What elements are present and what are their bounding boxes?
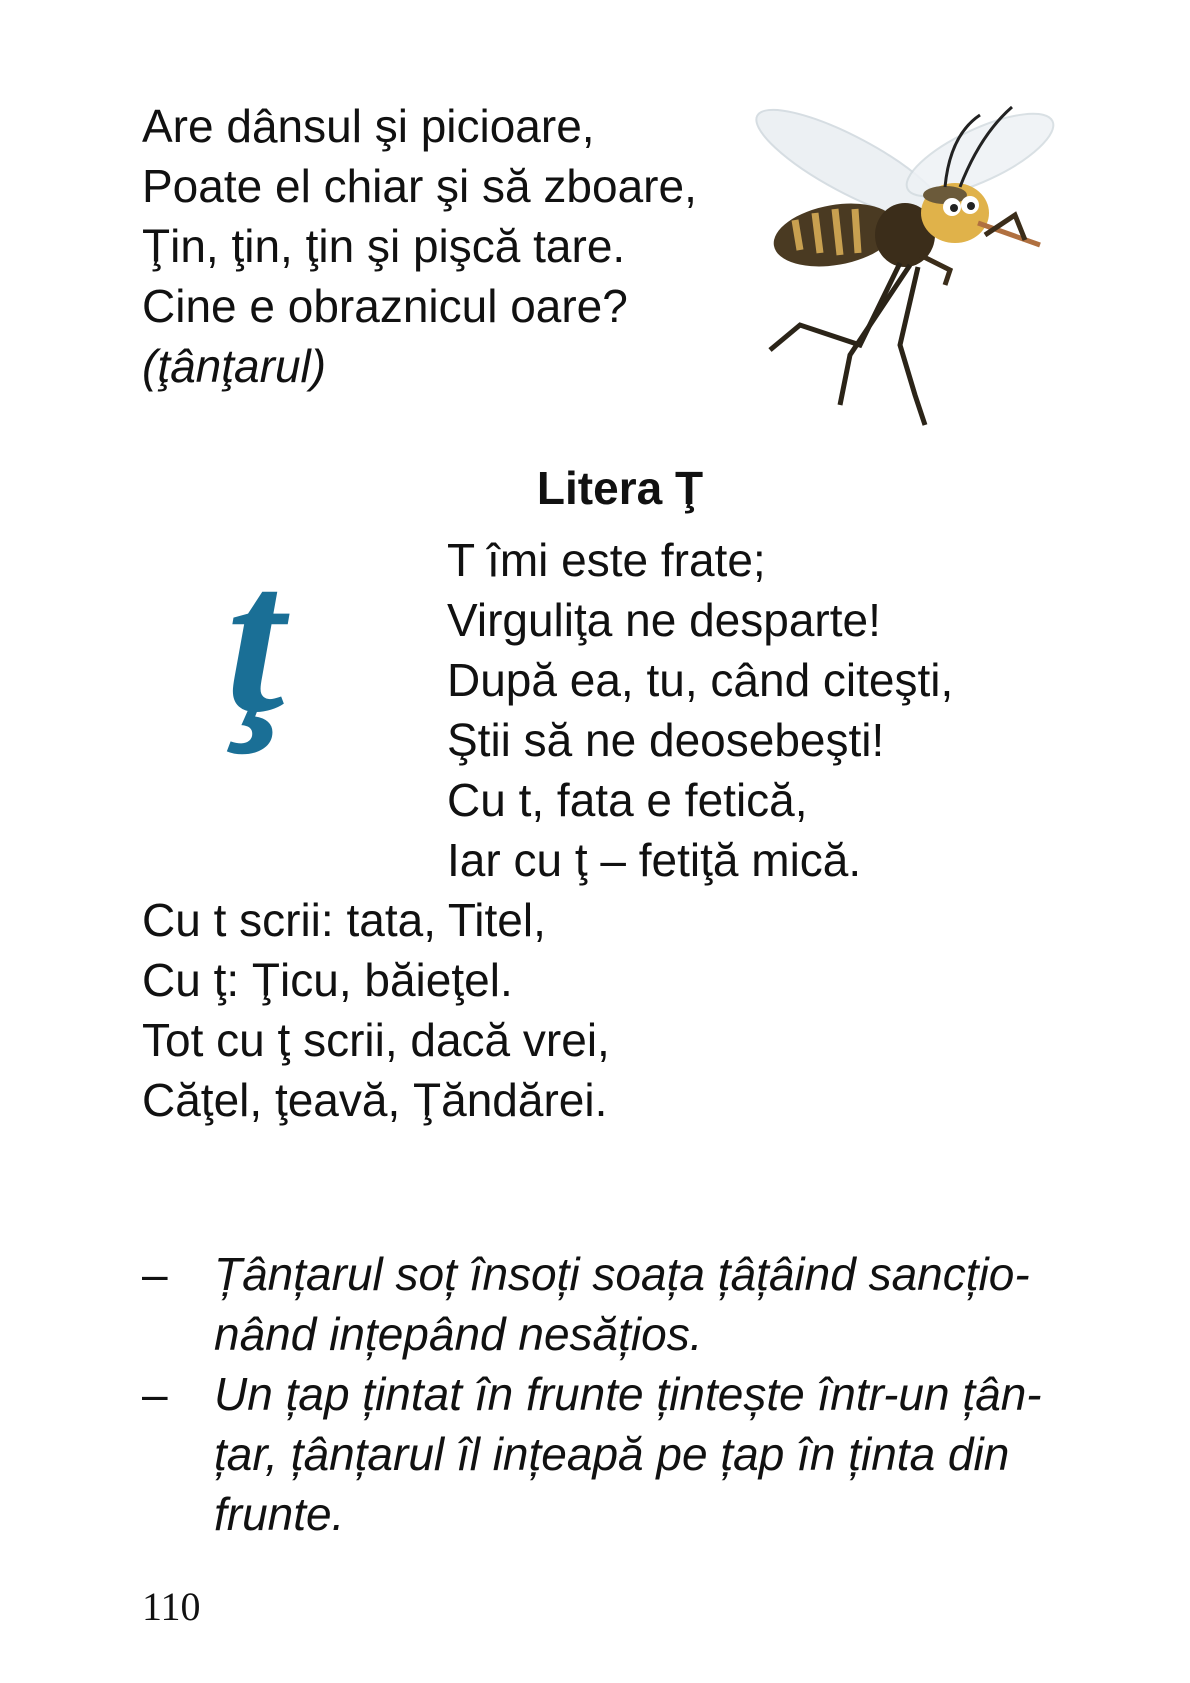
riddle-line: Poate el chiar şi să zboare, — [142, 160, 697, 212]
poem-line: Tot cu ţ scrii, dacă vrei, — [142, 1014, 610, 1066]
poem-line: Cu t, fata e fetică, — [447, 774, 808, 826]
riddle-line: Cine e obraznicul oare? — [142, 280, 628, 332]
list-dash: – — [142, 1368, 168, 1420]
page-number: 110 — [142, 1584, 201, 1629]
twister-line: nând ințepând nesățios. — [214, 1308, 703, 1360]
twister-line: Un țap țintat în frunte țintește într-un țân- — [214, 1368, 1042, 1420]
twister-line: Țânțarul soț însoți soața țâțâind sancțio- — [214, 1248, 1030, 1300]
poem-line: După ea, tu, când citeşti, — [447, 654, 954, 706]
twister-line: țar, țânțarul îl ințeapă pe țap în ținta din — [214, 1428, 1010, 1480]
tongue-twister-item — [142, 1244, 1102, 1364]
riddle-answer: (ţânţarul) — [142, 340, 327, 392]
letter-poem — [447, 530, 953, 890]
riddle-line: Are dânsul şi picioare, — [142, 100, 595, 152]
poem-line: Ştii să ne deosebeşti! — [447, 714, 885, 766]
poem-line: Iar cu ţ – fetiţă mică. — [447, 834, 862, 886]
poem-line: Cu ţ: Ţicu, băieţel. — [142, 954, 513, 1006]
examples-poem — [142, 890, 610, 1130]
tongue-twister-item — [142, 1364, 1102, 1544]
twister-line: frunte. — [214, 1488, 345, 1540]
section-title: Litera Ţ — [536, 462, 704, 514]
poem-line: Cu t scrii: tata, Titel, — [142, 894, 546, 946]
svg-text:ţ: ţ — [226, 560, 285, 756]
mosquito-cartoon-icon — [740, 95, 1100, 435]
letter-t-comma-icon — [218, 560, 328, 780]
poem-line: T îmi este frate; — [447, 534, 766, 586]
poem-line: Virguliţa ne desparte! — [447, 594, 881, 646]
tongue-twisters-list — [142, 1244, 1102, 1544]
riddle-block — [142, 96, 697, 396]
poem-line: Căţel, ţeavă, Ţăndărei. — [142, 1074, 608, 1126]
riddle-line: Ţin, ţin, ţin şi pişcă tare. — [142, 220, 626, 272]
list-dash: – — [142, 1248, 168, 1300]
